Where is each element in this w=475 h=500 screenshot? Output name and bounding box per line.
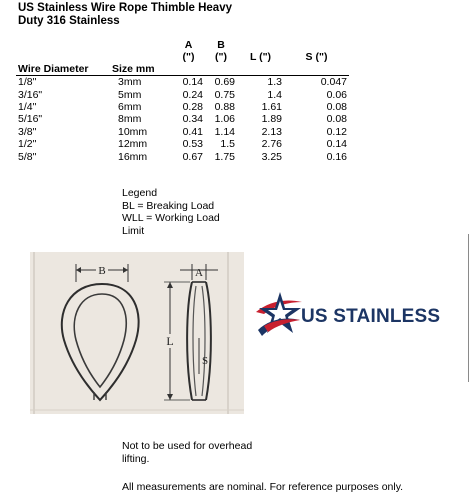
cell-a: 0.67 — [182, 150, 203, 163]
cell-a: 0.53 — [182, 138, 203, 151]
cell-b: 0.75 — [214, 88, 235, 101]
thimble-inner-outline — [74, 294, 126, 387]
cell-a: 0.41 — [182, 125, 203, 138]
spec-table — [16, 38, 349, 163]
page-edge-rule — [468, 234, 469, 382]
cell-s: 0.12 — [326, 125, 347, 138]
cell-l: 1.89 — [261, 113, 282, 126]
header-a-unit: (") — [182, 51, 195, 63]
table-row — [16, 113, 349, 125]
legend-line-1: BL = Breaking Load — [122, 199, 215, 212]
cell-s: 0.08 — [326, 100, 347, 113]
cell-s: 0.047 — [320, 76, 347, 89]
header-row-names — [16, 63, 349, 76]
usage-warning-line-2: lifting. — [122, 452, 150, 465]
thimble-diagram — [30, 252, 244, 414]
document-title — [18, 2, 348, 28]
cell-l: 2.13 — [261, 125, 282, 138]
title-line-2: Duty 316 Stainless — [18, 15, 120, 27]
cell-size: 3mm — [118, 76, 142, 89]
cell-diameter: 1/8" — [18, 76, 37, 89]
header-l: L (") — [249, 51, 272, 63]
label-l: L — [166, 334, 174, 348]
nominal-disclaimer: All measurements are nominal. For reference purposes only. — [122, 481, 404, 493]
cell-l: 3.25 — [261, 150, 282, 163]
legend — [122, 187, 282, 237]
cell-b: 1.06 — [214, 113, 235, 126]
table-row — [16, 138, 349, 150]
usage-warning — [122, 440, 322, 465]
cell-s: 0.08 — [326, 113, 347, 126]
cell-a: 0.28 — [182, 100, 203, 113]
cell-s: 0.16 — [326, 150, 347, 163]
star-logo-icon — [254, 286, 304, 346]
header-size-mm: Size mm — [110, 63, 172, 76]
cell-size: 6mm — [118, 100, 142, 113]
cell-b: 1.14 — [214, 125, 235, 138]
cell-b: 0.69 — [214, 76, 235, 89]
header-b-unit: (") — [215, 51, 227, 63]
table-row — [16, 126, 349, 138]
cell-diameter: 3/16" — [18, 88, 43, 101]
header-b-letter: B — [217, 39, 225, 51]
logo-text: US STAINLESS — [301, 306, 441, 327]
cell-b: 1.75 — [214, 150, 235, 163]
header-wire-diameter: Wire Diameter — [16, 63, 110, 76]
cell-l: 1.3 — [267, 76, 282, 89]
cell-size: 10mm — [118, 125, 148, 138]
cell-b: 0.88 — [214, 100, 235, 113]
cell-a: 0.34 — [182, 113, 203, 126]
table-row — [16, 76, 349, 89]
cell-size: 12mm — [118, 138, 148, 151]
cell-diameter: 1/4" — [18, 100, 37, 113]
cell-diameter: 5/8" — [18, 150, 37, 163]
cell-b: 1.5 — [220, 138, 235, 151]
usage-warning-line-1: Not to be used for overhead — [122, 440, 253, 452]
cell-diameter: 1/2" — [18, 138, 37, 151]
legend-line-3: Limit — [122, 224, 145, 237]
header-a-letter: A — [184, 39, 193, 51]
table-body — [16, 76, 349, 163]
cell-size: 16mm — [118, 150, 148, 163]
us-stainless-logo — [254, 286, 464, 346]
cell-size: 8mm — [118, 113, 142, 126]
label-a: A — [195, 267, 203, 279]
cell-s: 0.06 — [326, 88, 347, 101]
legend-line-2: WLL = Working Load — [122, 212, 220, 224]
legend-heading: Legend — [122, 187, 158, 199]
cell-diameter: 3/8" — [18, 125, 37, 138]
header-row-units — [16, 51, 349, 63]
table-row — [16, 150, 349, 162]
cell-a: 0.14 — [182, 76, 203, 89]
table-row — [16, 88, 349, 100]
cell-l: 1.4 — [267, 88, 282, 101]
cell-l: 2.76 — [261, 138, 282, 151]
label-b: B — [98, 265, 106, 277]
cell-s: 0.14 — [326, 138, 347, 151]
header-row-letters — [16, 38, 349, 51]
title-line-1: US Stainless Wire Rope Thimble Heavy — [18, 2, 232, 14]
table-row — [16, 101, 349, 113]
header-s: S (") — [305, 51, 328, 63]
cell-size: 5mm — [118, 88, 142, 101]
cell-diameter: 5/16" — [18, 113, 43, 126]
cell-a: 0.24 — [182, 88, 203, 101]
thimble-drawing — [30, 252, 244, 414]
thimble-outer-outline — [62, 284, 139, 400]
label-s: S — [202, 355, 209, 367]
cell-l: 1.61 — [261, 100, 282, 113]
